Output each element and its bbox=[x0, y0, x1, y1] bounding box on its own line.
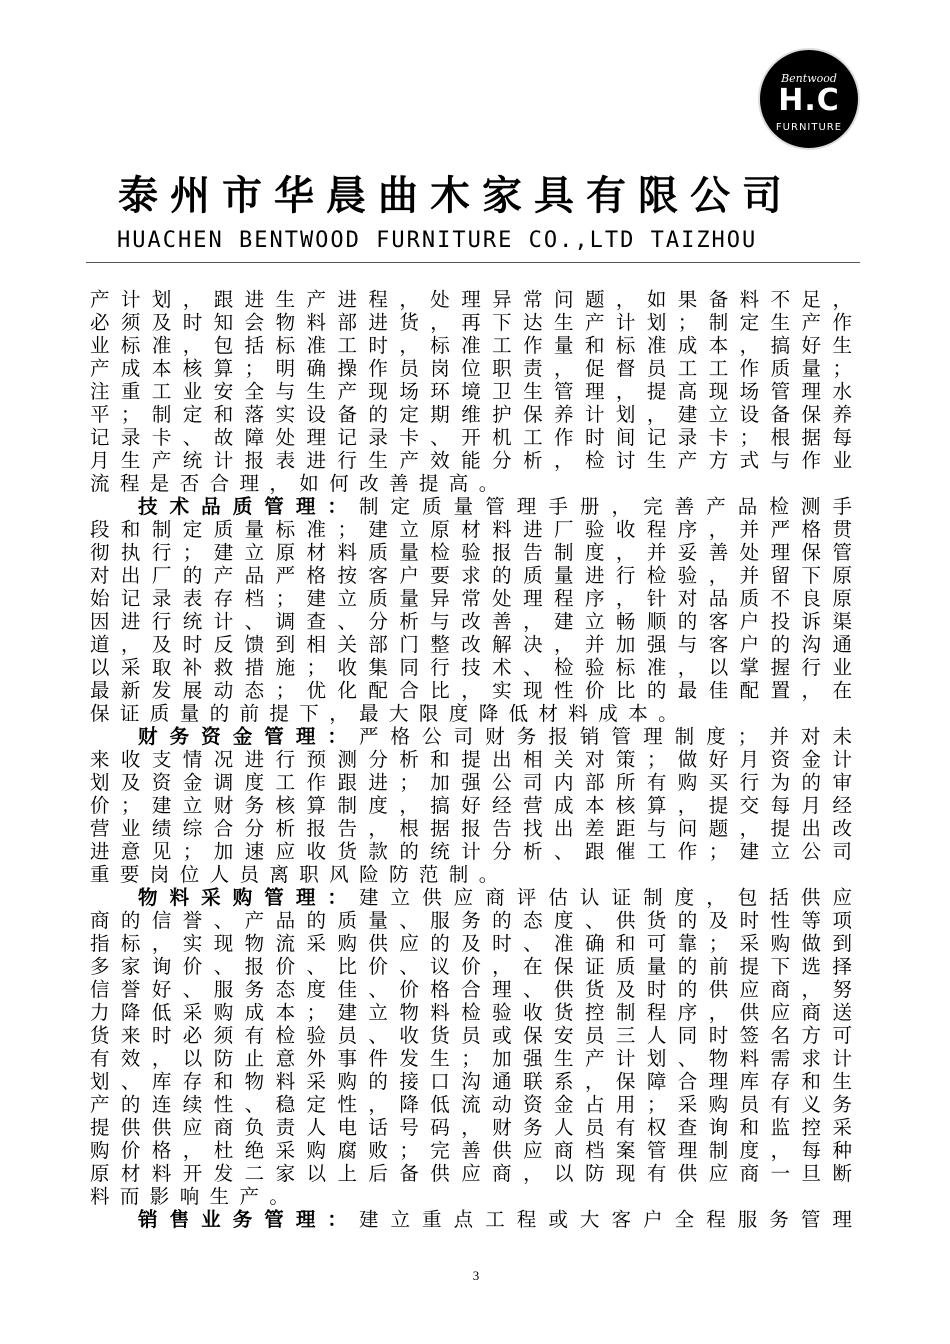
text-line bbox=[90, 1093, 852, 1116]
text-line bbox=[90, 587, 852, 610]
text-line bbox=[90, 748, 852, 771]
line-text: 提供供应商负责人电话号码，财务人员有权查询和监控采 bbox=[90, 1116, 852, 1139]
section-heading: 技术品质管理： bbox=[138, 495, 359, 518]
text-line bbox=[90, 1070, 852, 1093]
text-line bbox=[90, 702, 852, 725]
header-divider bbox=[86, 262, 860, 263]
company-logo bbox=[758, 48, 860, 150]
text-line bbox=[90, 863, 852, 886]
section-heading: 财务资金管理： bbox=[138, 725, 359, 748]
text-line bbox=[90, 1024, 852, 1047]
line-text: 严格公司财务报销管理制度；并对未 bbox=[358, 725, 852, 748]
line-text: 平；制定和落实设备的定期维护保养计划，建立设备保养 bbox=[90, 403, 852, 426]
line-text: 产计划，跟进生产进程，处理异常问题，如果备料不足， bbox=[90, 288, 852, 311]
text-line bbox=[90, 541, 852, 564]
line-text: 必须及时知会物料部进货，再下达生产计划；制定生产作 bbox=[90, 311, 852, 334]
text-line bbox=[90, 978, 852, 1001]
line-text: 购价格，杜绝采购腐败；完善供应商档案管理制度，每种 bbox=[90, 1139, 852, 1162]
text-line bbox=[90, 1185, 852, 1208]
line-text: 划及资金调度工作跟进；加强公司内部所有购买行为的审 bbox=[90, 771, 852, 794]
logo-bottom-text: FURNITURE bbox=[775, 122, 843, 133]
line-text: 划、库存和物料采购的接口沟通联系，保障合理库存和生 bbox=[90, 1070, 852, 1093]
text-line bbox=[90, 426, 852, 449]
text-line bbox=[90, 1208, 852, 1231]
line-text: 料而影响生产。 bbox=[90, 1185, 300, 1208]
line-text: 原材料开发二家以上后备供应商，以防现有供应商一旦断 bbox=[90, 1162, 852, 1185]
line-text: 商的信誉、产品的质量、服务的态度、供货的及时性等项 bbox=[90, 909, 852, 932]
line-text: 道，及时反馈到相关部门整改解决，并加强与客户的沟通 bbox=[90, 633, 852, 656]
line-text: 保证质量的前提下，最大限度降低材料成本。 bbox=[90, 702, 689, 725]
document-body bbox=[90, 288, 852, 1231]
line-text: 业标准，包括标准工时，标准工作量和标准成本，搞好生 bbox=[90, 334, 852, 357]
line-text: 重要岗位人员离职风险防范制。 bbox=[90, 863, 509, 886]
line-text: 建立供应商评估认证制度，包括供应 bbox=[358, 886, 852, 909]
text-line bbox=[90, 656, 852, 679]
text-line bbox=[90, 564, 852, 587]
line-text: 记录卡、故障处理记录卡、开机工作时间记录卡；根据每 bbox=[90, 426, 852, 449]
section-heading: 销售业务管理： bbox=[138, 1208, 359, 1231]
text-line bbox=[90, 1001, 852, 1024]
line-text: 产的连续性、稳定性，降低流动资金占用；采购员有义务 bbox=[90, 1093, 852, 1116]
text-line bbox=[90, 380, 852, 403]
text-line bbox=[90, 955, 852, 978]
line-text: 段和制定质量标准；建立原材料进厂验收程序，并严格贯 bbox=[90, 518, 852, 541]
line-text: 价；建立财务核算制度，搞好经营成本核算，提交每月经 bbox=[90, 794, 852, 817]
line-text: 以采取补救措施；收集同行技术、检验标准，以掌握行业 bbox=[90, 656, 852, 679]
line-text: 对出厂的产品严格按客户要求的质量进行检验，并留下原 bbox=[90, 564, 852, 587]
text-line bbox=[90, 771, 852, 794]
company-name-en: HUACHEN BENTWOOD FURNITURE CO.,LTD TAIZHOU bbox=[117, 228, 758, 253]
text-line bbox=[90, 334, 852, 357]
logo-top-text: Bentwood bbox=[781, 72, 837, 85]
line-text: 建立重点工程或大客户全程服务管理 bbox=[358, 1208, 852, 1231]
line-text: 货来时必须有检验员、收货员或保安员三人同时签名方可 bbox=[90, 1024, 852, 1047]
text-line bbox=[90, 725, 852, 748]
text-line bbox=[90, 449, 852, 472]
line-text: 最新发展动态；优化配合比，实现性价比的最佳配置，在 bbox=[90, 679, 852, 702]
line-text: 营业绩综合分析报告，根据报告找出差距与问题，提出改 bbox=[90, 817, 852, 840]
text-line bbox=[90, 610, 852, 633]
line-text: 产成本核算；明确操作员岗位职责，促督员工工作质量； bbox=[90, 357, 852, 380]
text-line bbox=[90, 679, 852, 702]
line-text: 来收支情况进行预测分析和提出相关对策；做好月资金计 bbox=[90, 748, 852, 771]
line-text: 有效，以防止意外事件发生；加强生产计划、物料需求计 bbox=[90, 1047, 852, 1070]
line-text: 信誉好、服务态度佳、价格合理、供货及时的供应商，努 bbox=[90, 978, 852, 1001]
logo-mark: H.C bbox=[778, 83, 840, 118]
line-text: 指标，实现物流采购供应的及时、准确和可靠；采购做到 bbox=[90, 932, 852, 955]
text-line bbox=[90, 1139, 852, 1162]
line-text: 力降低采购成本；建立物料检验收货控制程序，供应商送 bbox=[90, 1001, 852, 1024]
section-heading: 物料采购管理： bbox=[138, 886, 359, 909]
line-text: 注重工业安全与生产现场环境卫生管理，提高现场管理水 bbox=[90, 380, 852, 403]
text-line bbox=[90, 1162, 852, 1185]
line-text: 月生产统计报表进行生产效能分析，检讨生产方式与作业 bbox=[90, 449, 852, 472]
text-line bbox=[90, 357, 852, 380]
line-text: 因进行统计、调查、分析与改善，建立畅顺的客户投诉渠 bbox=[90, 610, 852, 633]
line-text: 彻执行；建立原材料质量检验报告制度，并妥善处理保管 bbox=[90, 541, 852, 564]
line-text: 多家询价、报价、比价、议价，在保证质量的前提下选择 bbox=[90, 955, 852, 978]
line-text: 始记录表存档；建立质量异常处理程序，针对品质不良原 bbox=[90, 587, 852, 610]
company-name-cn: 泰州市华晨曲木家具有限公司 bbox=[118, 173, 794, 219]
text-line bbox=[90, 403, 852, 426]
text-line bbox=[90, 909, 852, 932]
text-line bbox=[90, 472, 852, 495]
line-text: 制定质量管理手册，完善产品检测手 bbox=[358, 495, 852, 518]
text-line bbox=[90, 633, 852, 656]
text-line bbox=[90, 1047, 852, 1070]
text-line bbox=[90, 288, 852, 311]
line-text: 流程是否合理，如何改善提高。 bbox=[90, 472, 509, 495]
page-number: 3 bbox=[472, 1268, 480, 1283]
text-line bbox=[90, 886, 852, 909]
text-line bbox=[90, 495, 852, 518]
text-line bbox=[90, 311, 852, 334]
text-line bbox=[90, 840, 852, 863]
text-line bbox=[90, 794, 852, 817]
text-line bbox=[90, 1116, 852, 1139]
text-line bbox=[90, 817, 852, 840]
text-line bbox=[90, 518, 852, 541]
text-line bbox=[90, 932, 852, 955]
line-text: 进意见；加速应收货款的统计分析、跟催工作；建立公司 bbox=[90, 840, 852, 863]
